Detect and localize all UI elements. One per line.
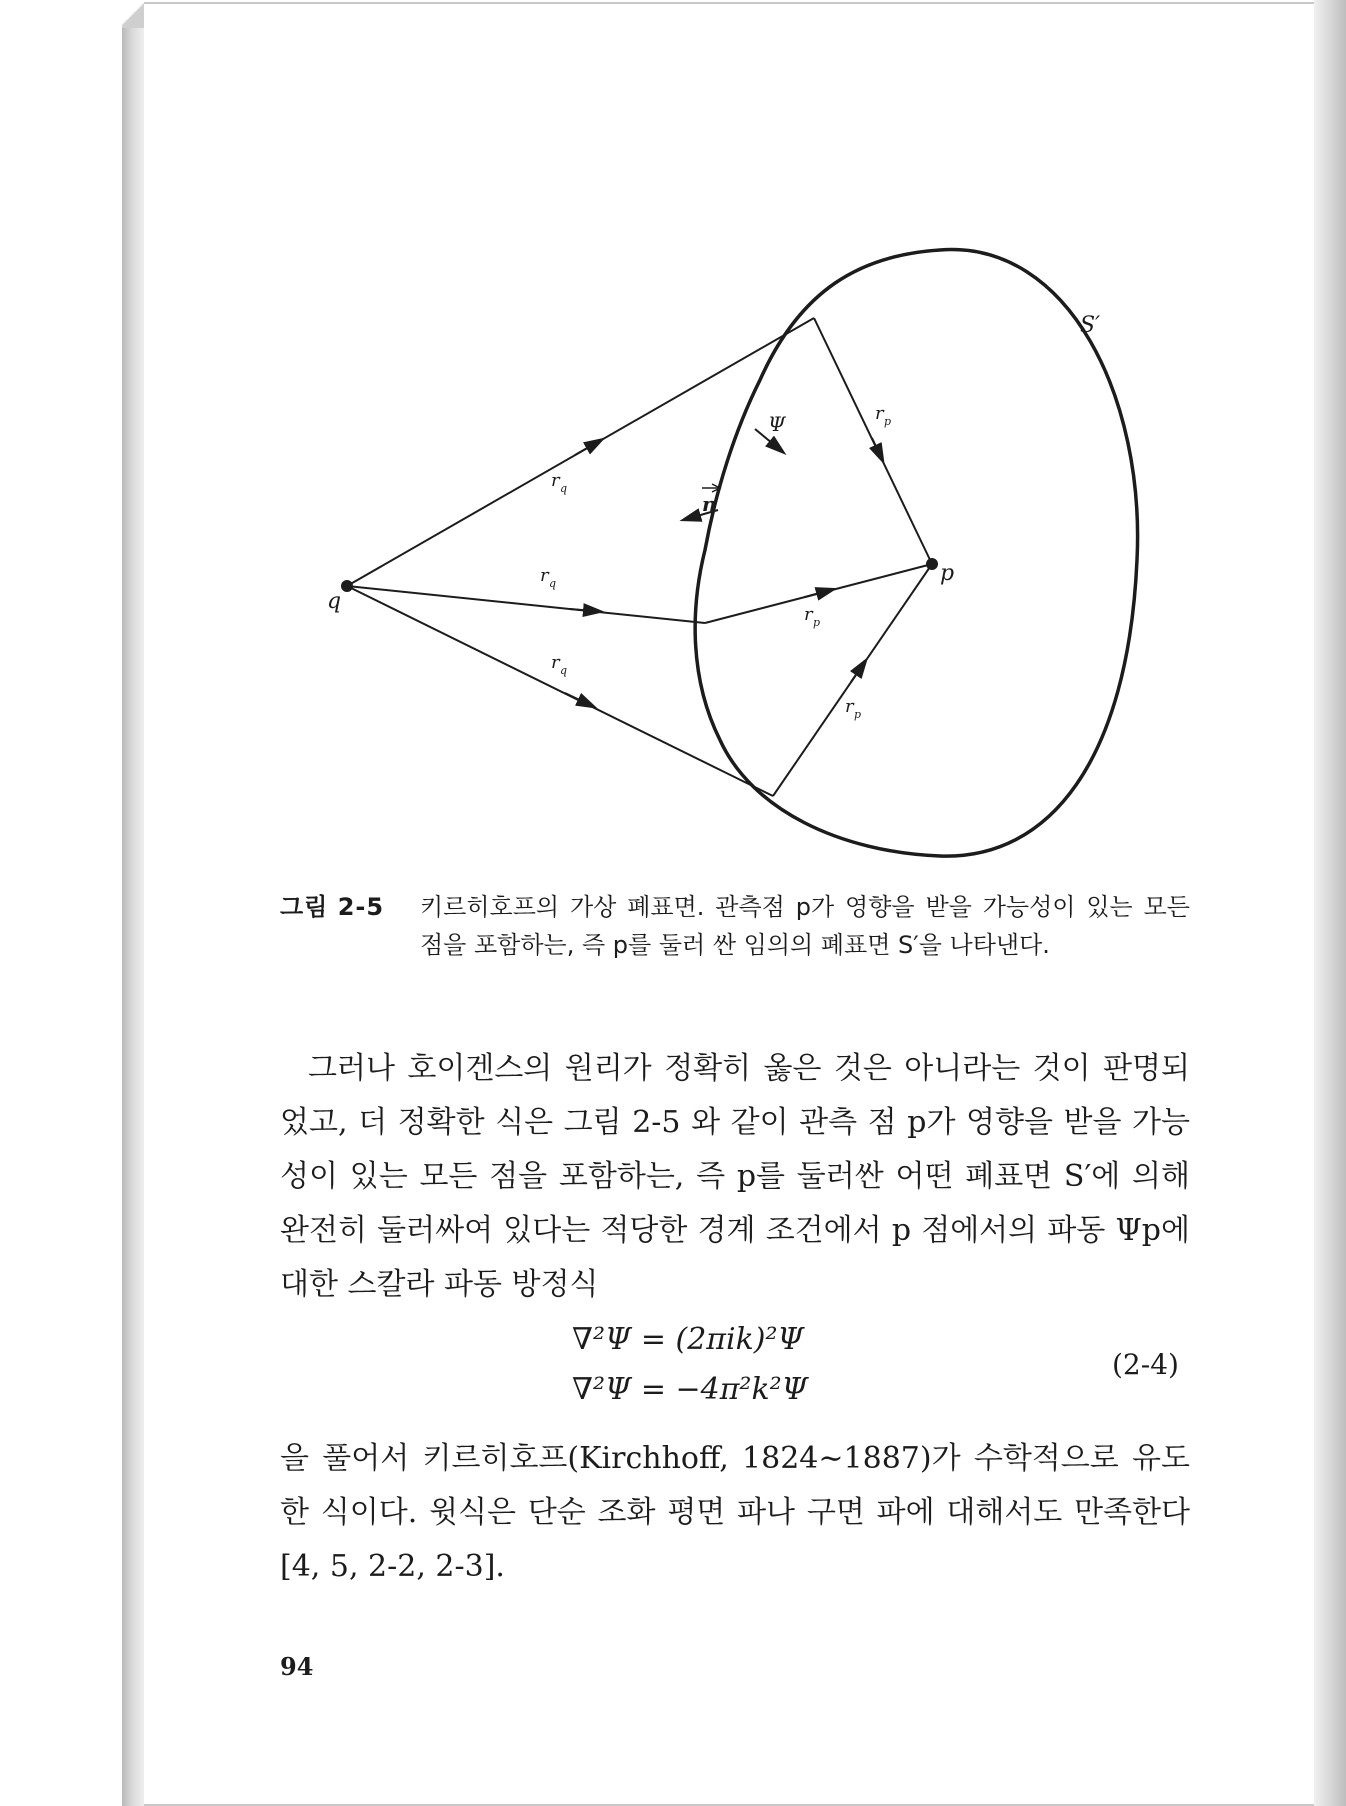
svg-text:r: r [845, 696, 854, 717]
svg-text:p: p [813, 616, 821, 629]
svg-text:q: q [549, 577, 557, 590]
label-rq-bottom [551, 652, 567, 677]
equation-line-1: ∇²Ψ = (2πik)²Ψ [572, 1322, 804, 1357]
body-paragraph-2 [280, 1432, 1190, 1594]
equation-line-2: ∇²Ψ = −4π²k²Ψ [572, 1372, 808, 1407]
arrow-rp-mid [805, 591, 827, 597]
point-p [926, 558, 938, 570]
closed-surface-s-prime [695, 250, 1137, 857]
svg-text:r: r [875, 403, 884, 424]
label-p: p [940, 561, 955, 586]
caption-label: 그림 2-5 [280, 893, 385, 921]
paragraph-text: 을 풀어서 키르히호프(Kirchhoff, 1824∼1887)가 수학적으로 유도한 식이다. 윗식은 단순 조화 평면 파나 구면 파에 대해서도 만족한다[4, 5, 2-2, 2-3]. [280, 1441, 1190, 1584]
label-q: q [327, 589, 342, 614]
label-rq-mid [540, 565, 556, 590]
arrow-rp-bottom [851, 666, 862, 682]
label-rp-mid [804, 604, 820, 629]
svg-text:q: q [560, 482, 568, 495]
svg-text:p: p [854, 708, 862, 721]
ray-q-bottom [347, 586, 773, 796]
svg-text:q: q [560, 664, 568, 677]
arrow-rp-top [872, 438, 880, 455]
kirchhoff-surface-diagram [0, 0, 1346, 880]
page-number: 94 [280, 1652, 314, 1681]
svg-text:r: r [804, 604, 813, 625]
label-rp-bottom [845, 696, 861, 721]
caption-text: 키르히호프의 가상 폐표면. 관측점 p가 영향을 받을 가능성이 있는 모든 점을 포함하는, 즉 p를 둘러 싼 임의의 폐표면 S′을 나타낸다. [420, 893, 1190, 959]
body-paragraph-1 [280, 1042, 1190, 1312]
label-rp-top [875, 403, 891, 428]
arrow-rq-top [575, 443, 596, 455]
label-rq-top [551, 470, 567, 495]
label-normal: n [702, 492, 717, 516]
point-q [341, 580, 353, 592]
svg-text:r: r [540, 565, 549, 586]
label-psi: Ψ [768, 412, 786, 436]
arrow-rq-mid [570, 609, 594, 611]
svg-text:r: r [551, 470, 560, 491]
equation-number: (2-4) [1112, 1348, 1179, 1381]
svg-text:p: p [884, 415, 892, 428]
ray-q-mid [347, 586, 705, 623]
svg-text:r: r [551, 652, 560, 673]
arrow-rq-bottom [565, 693, 588, 704]
paragraph-text: 그러나 호이겐스의 원리가 정확히 옳은 것은 아니라는 것이 판명되었고, 더 정확한 식은 그림 2-5 와 같이 관측 점 p가 영향을 받을 가능성이 있는 모든 점을 포함하는, 즉 p를 둘러싼 어떤 폐표면 S′에 의해 완전히 둘러싸여 있다는 적당한 경계 조건에서 p 점에서의 파동 Ψp에 대한 스칼라 파동 방정식 [280, 1051, 1190, 1302]
label-s-prime: S′ [1080, 313, 1101, 338]
